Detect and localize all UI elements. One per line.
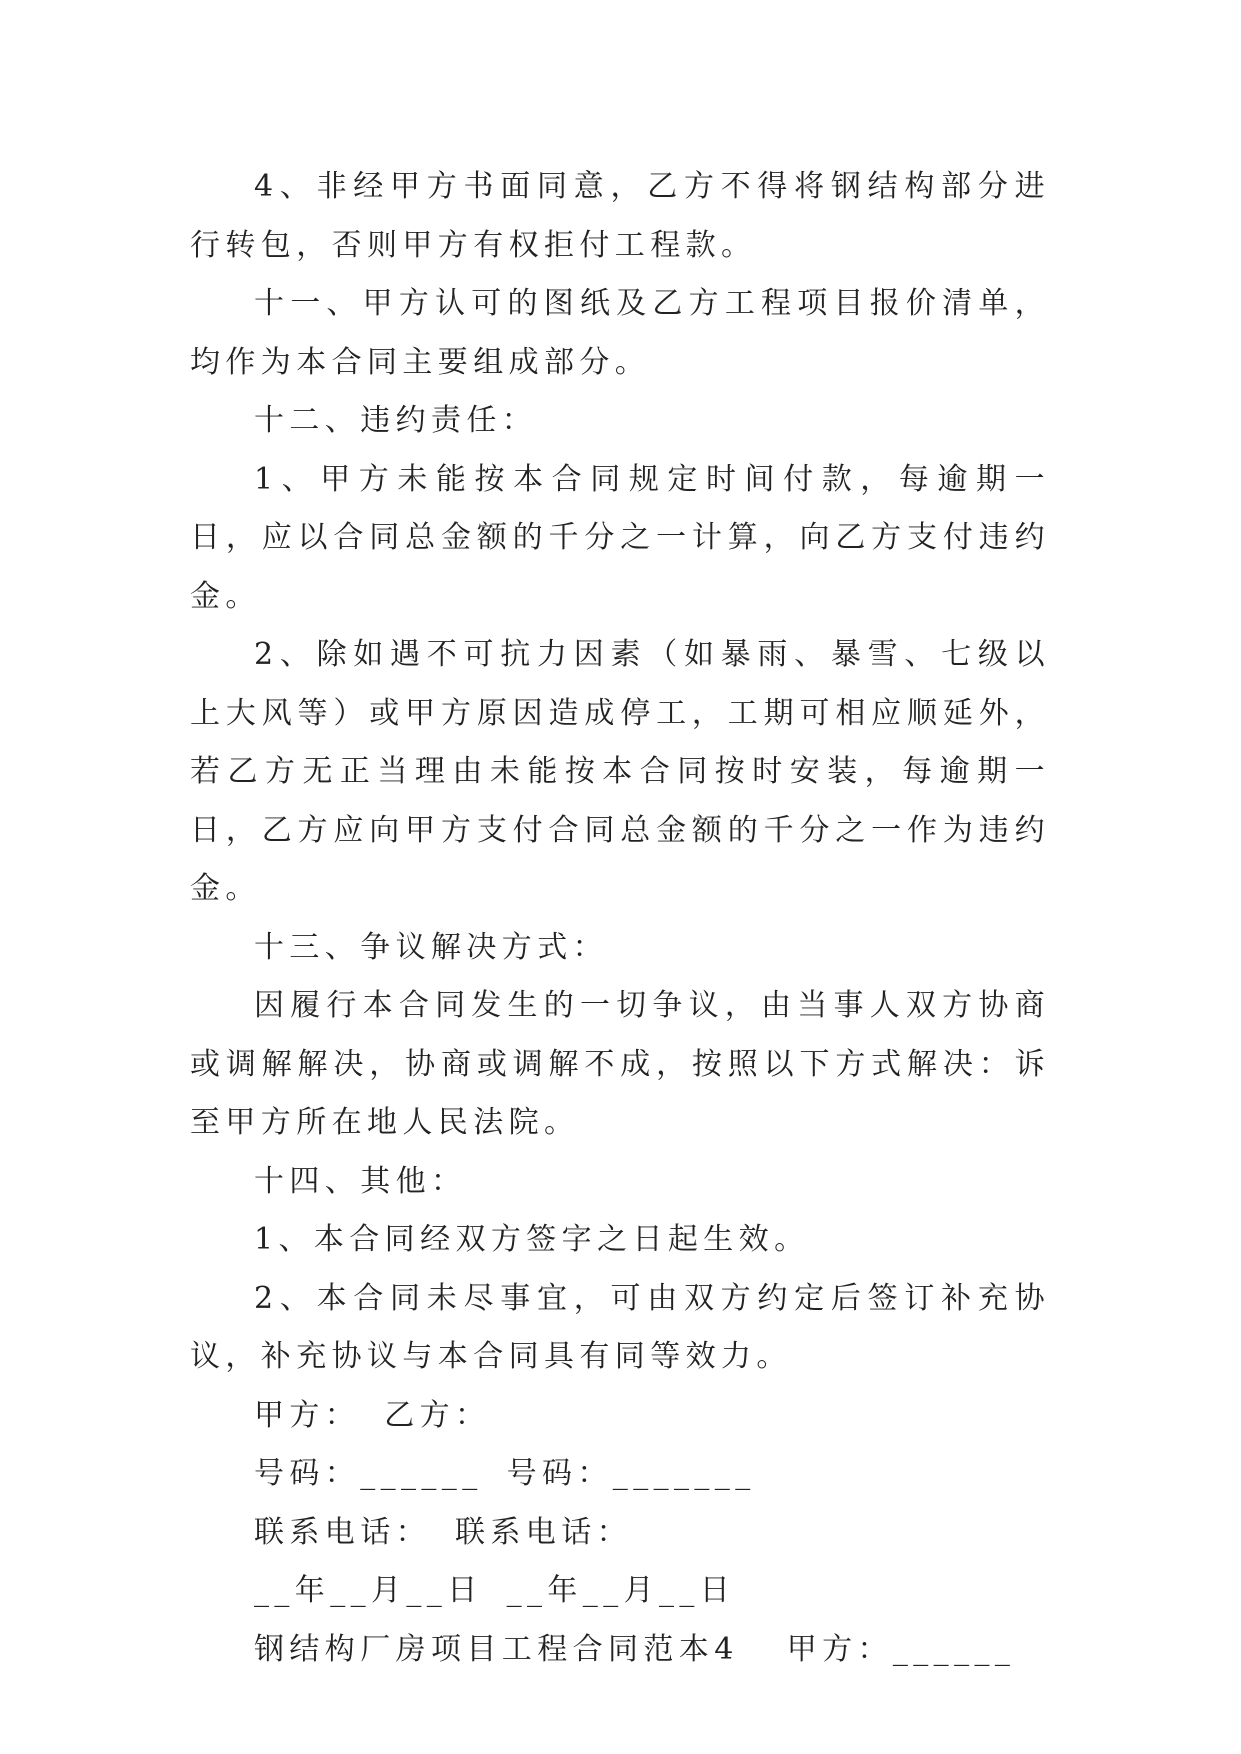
- clause-paragraph: 1、甲方未能按本合同规定时间付款，每逾期一日，应以合同总金额的千分之一计算，向乙方支付违约金。: [190, 461, 1050, 614]
- party-a-date: __年__月__日: [254, 1573, 483, 1608]
- signature-number-line: [190, 1445, 1050, 1504]
- section-heading: 十四、其他：: [254, 1163, 467, 1199]
- section-heading: 十二、违约责任：: [254, 403, 538, 438]
- next-contract-line: [190, 1621, 1050, 1680]
- signature-date-line: [190, 1562, 1050, 1621]
- section-heading: 十三、争议解决方式：: [254, 929, 608, 965]
- clause-paragraph: 因履行本合同发生的一切争议，由当事人双方协商或调解解决，协商或调解不成，按照以下方式解决：诉至甲方所在地人民法院。: [190, 988, 1050, 1140]
- signature-phone-line: [190, 1504, 1050, 1563]
- party-a-label: 甲方：: [254, 1397, 361, 1433]
- clause-paragraph: 1、本合同经双方签字之日起生效。: [254, 1222, 810, 1257]
- next-contract-party-a: 甲方：______: [786, 1631, 1016, 1667]
- clause-paragraph: 2、除如遇不可抗力因素（如暴雨、暴雪、七级以上大风等）或甲方原因造成停工，工期可相应顺延外，若乙方无正当理由未能按本合同按时安装，每逾期一日，乙方应向甲方支付合同总金额的千分之一作为违约金。: [190, 637, 1050, 906]
- party-b-date: __年__月__日: [506, 1573, 736, 1608]
- clause-paragraph: 2、本合同未尽事宜，可由双方约定后签订补充协议，补充协议与本合同具有同等效力。: [190, 1280, 1050, 1374]
- signature-parties-line: [190, 1387, 1050, 1446]
- clause-paragraph: 4、非经甲方书面同意，乙方不得将钢结构部分进行转包，否则甲方有权拒付工程款。: [190, 169, 1050, 263]
- clause-paragraph: 十一、甲方认可的图纸及乙方工程项目报价清单，均作为本合同主要组成部分。: [190, 286, 1050, 380]
- party-b-label: 乙方：: [384, 1397, 491, 1433]
- party-a-phone: 联系电话：: [254, 1514, 431, 1550]
- next-contract-title: 钢结构厂房项目工程合同范本4: [254, 1631, 739, 1667]
- party-b-number: 号码：_______: [506, 1456, 756, 1491]
- document-body: [190, 158, 1050, 1679]
- party-b-phone: 联系电话：: [455, 1514, 632, 1550]
- party-a-number: 号码：______: [254, 1456, 483, 1491]
